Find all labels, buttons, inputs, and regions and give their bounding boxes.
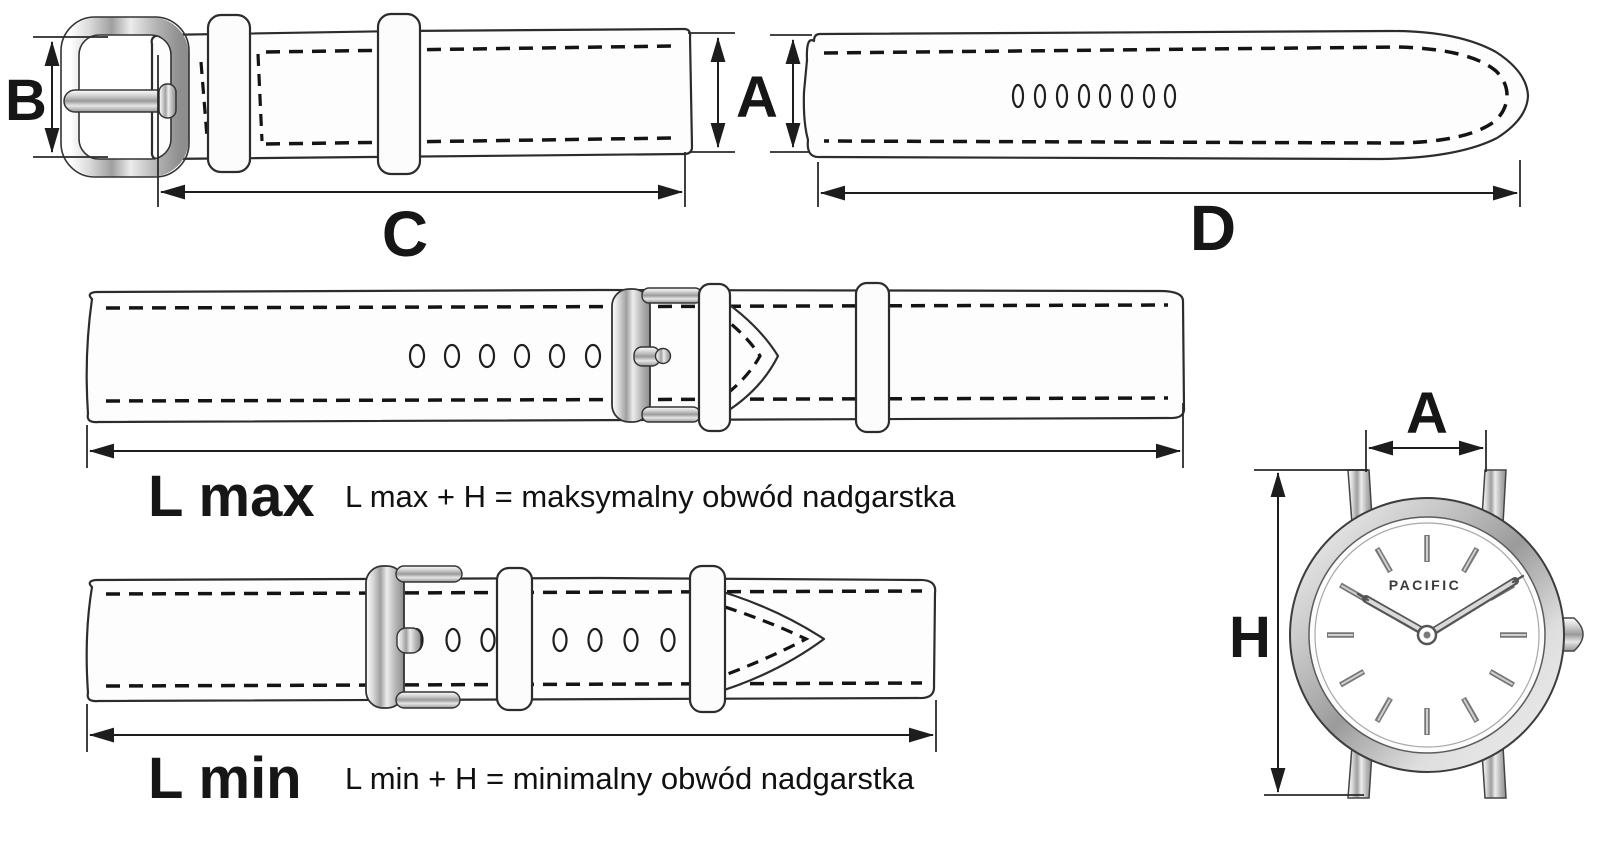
lmax-formula: L max + H = maksymalny obwód nadgarstka [345, 479, 956, 514]
dim-lmin [87, 700, 936, 811]
watch-front-view [1290, 470, 1583, 798]
label-b: B [5, 68, 47, 133]
buckle-prong [64, 90, 168, 112]
watch-brand-text: PACIFIC [1388, 577, 1462, 593]
strap-lmin-assembled [87, 566, 936, 712]
label-d: D [1189, 192, 1237, 264]
lmin-formula: L min + H = minimalny obwód nadgarstka [345, 761, 915, 796]
keeper-loop [699, 284, 730, 431]
buckle [61, 17, 189, 177]
buckle-prong [397, 628, 421, 653]
keeper-loop [690, 566, 725, 712]
keeper-loop [378, 14, 420, 174]
dim-watch-a [1366, 381, 1486, 472]
keeper-loop [208, 15, 250, 172]
label-lmin: L min [148, 746, 302, 811]
label-lmax: L max [148, 464, 315, 529]
dim-d [818, 160, 1520, 264]
hole-strap-top-view [804, 31, 1528, 159]
label-c: C [381, 198, 429, 270]
dim-a-left [688, 33, 735, 152]
label-watch-a: A [1406, 381, 1448, 446]
strap-lmax-assembled [87, 283, 1184, 432]
label-watch-h: H [1229, 605, 1271, 670]
keeper-loop [856, 283, 889, 432]
label-a-top: A [736, 65, 778, 130]
keeper-loop [497, 568, 532, 710]
buckle-strap-top-view [61, 14, 692, 177]
